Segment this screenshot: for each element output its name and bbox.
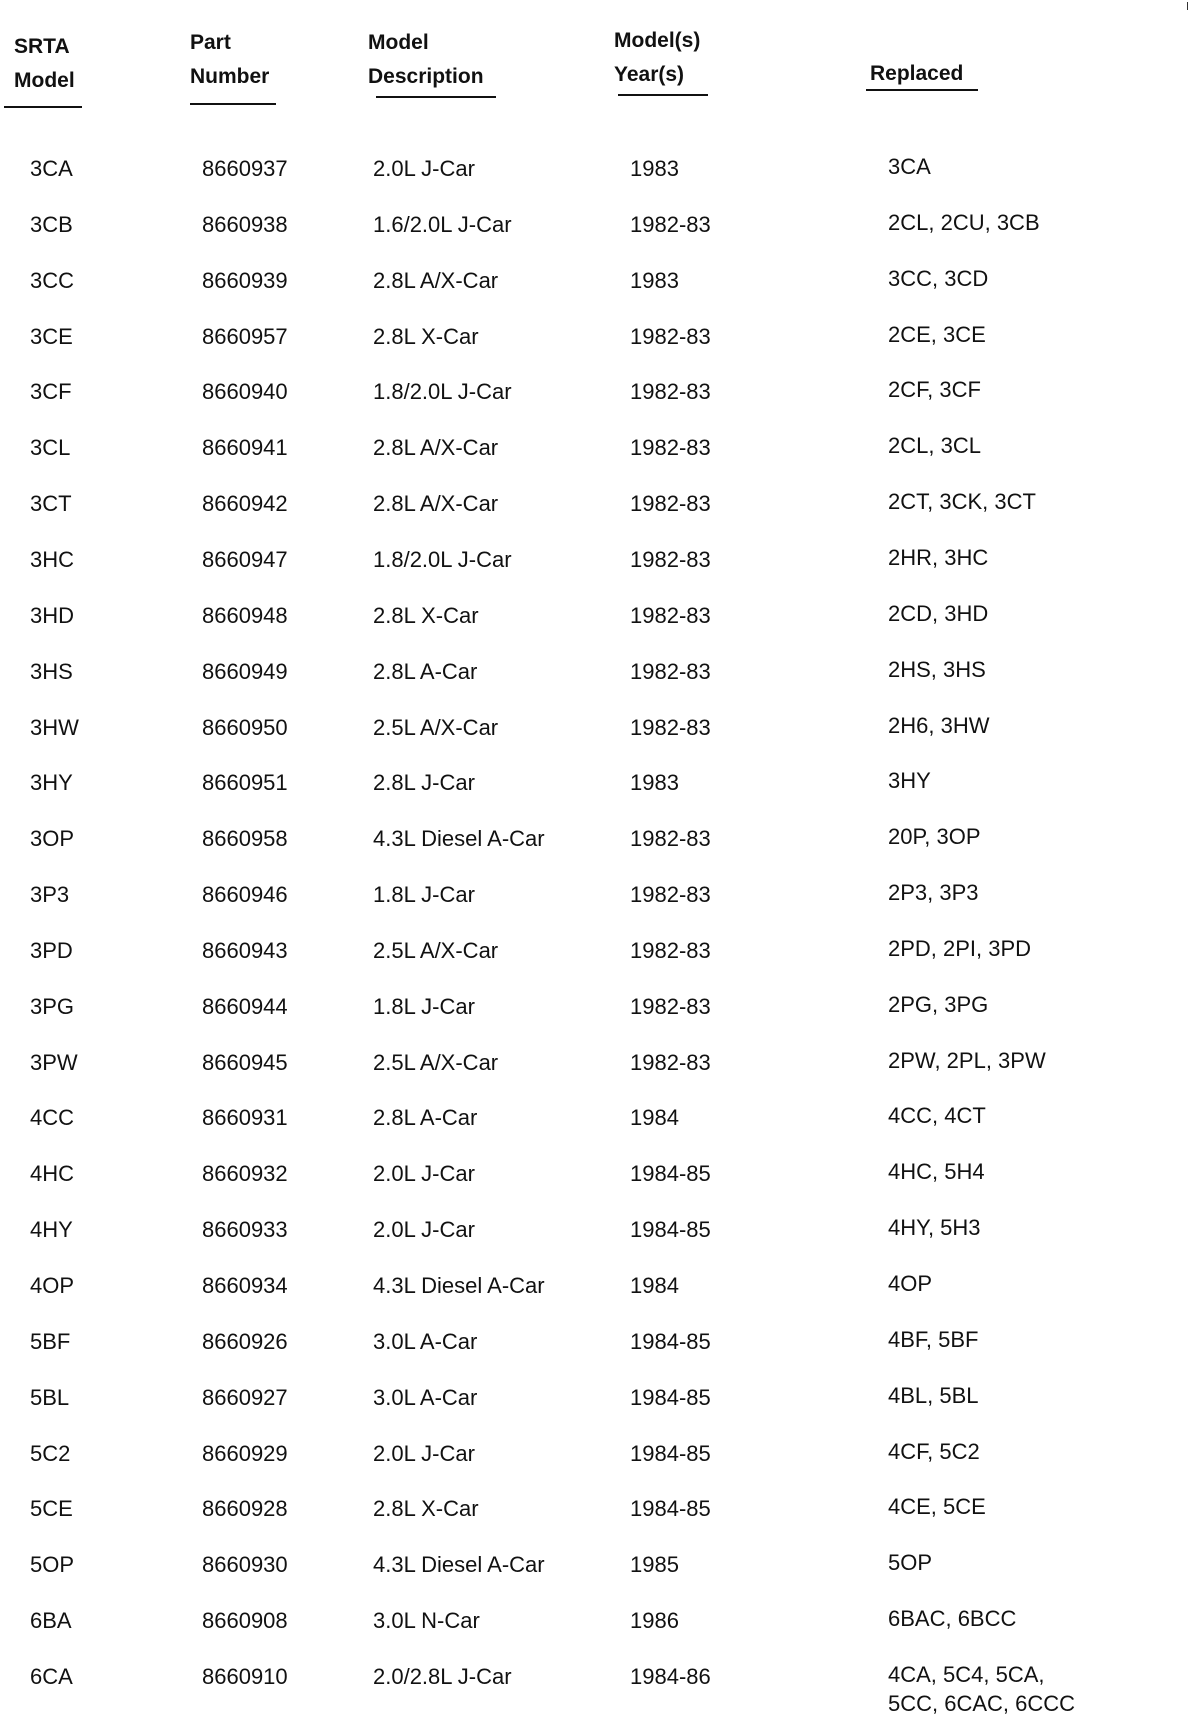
model-description-cell: 2.0L J-Car	[373, 156, 475, 181]
replaced-cell: 2HR, 3HC	[888, 545, 989, 570]
replaced-cell: 4BF, 5BF	[888, 1327, 979, 1352]
model-description-cell: 2.8L A/X-Car	[373, 268, 499, 293]
part-number-cell: 8660938	[202, 212, 288, 237]
model-description-cell: 1.8L J-Car	[373, 994, 475, 1019]
table-row	[0, 1329, 1200, 1359]
table-row	[0, 938, 1200, 968]
replaced-cell: 4OP	[888, 1271, 933, 1296]
model-years-cell: 1985	[630, 1552, 679, 1577]
model-description-cell: 3.0L A-Car	[373, 1329, 478, 1354]
srta-model-cell: 5C2	[30, 1441, 71, 1466]
table-row	[0, 1105, 1200, 1135]
model-years-cell: 1984	[630, 1105, 679, 1130]
model-years-cell: 1983	[630, 770, 679, 795]
part-number-cell: 8660944	[202, 994, 288, 1019]
model-years-cell: 1984	[630, 1273, 679, 1298]
replaced-cell: 4CC, 4CT	[888, 1103, 986, 1128]
table-row	[0, 1552, 1200, 1582]
table-row	[0, 156, 1200, 186]
header-part-number	[190, 26, 269, 94]
header-model-years-underline	[618, 94, 708, 96]
model-description-cell: 2.8L X-Car	[373, 324, 479, 349]
model-description-cell: 2.5L A/X-Car	[373, 938, 499, 963]
srta-model-cell: 4HC	[30, 1161, 75, 1186]
model-years-cell: 1982-83	[630, 715, 711, 740]
header-model-description-line1: Model	[368, 31, 429, 54]
part-number-cell: 8660945	[202, 1050, 288, 1075]
header-model-years-line1: Model(s)	[614, 29, 701, 52]
model-description-cell: 1.6/2.0L J-Car	[373, 212, 512, 237]
page-edge-mark	[1187, 2, 1188, 10]
header-srta-model	[14, 30, 75, 98]
replaced-cell: 4CA, 5C4, 5CA,	[888, 1662, 1045, 1687]
srta-model-cell: 3HW	[30, 715, 79, 740]
srta-model-cell: 4OP	[30, 1273, 75, 1298]
srta-model-cell: 3HS	[30, 659, 73, 684]
model-years-cell: 1982-83	[630, 603, 711, 628]
replaced-cell: 2PD, 2PI, 3PD	[888, 936, 1032, 961]
replaced-cell: 2PG, 3PG	[888, 992, 989, 1017]
srta-model-cell: 3OP	[30, 826, 75, 851]
table-row	[0, 659, 1200, 689]
srta-model-cell: 3PW	[30, 1050, 78, 1075]
srta-model-cell: 3CB	[30, 212, 73, 237]
table-row	[0, 826, 1200, 856]
model-years-cell: 1984-85	[630, 1496, 711, 1521]
model-years-cell: 1983	[630, 268, 679, 293]
table-row	[0, 1050, 1200, 1080]
header-part-number-line2: Number	[190, 65, 270, 88]
replaced-cell: 2HS, 3HS	[888, 657, 986, 682]
part-number-cell: 8660948	[202, 603, 288, 628]
table-row	[0, 1496, 1200, 1526]
replaced-cell: 4CF, 5C2	[888, 1439, 980, 1464]
model-description-cell: 3.0L N-Car	[373, 1608, 480, 1633]
part-number-cell: 8660931	[202, 1105, 288, 1130]
part-number-cell: 8660927	[202, 1385, 288, 1410]
table-row	[0, 324, 1200, 354]
header-model-description-line2: Description	[368, 65, 484, 88]
model-years-cell: 1984-86	[630, 1664, 711, 1689]
part-number-cell: 8660939	[202, 268, 288, 293]
model-years-cell: 1982-83	[630, 994, 711, 1019]
header-replaced-line1: Replaced	[870, 62, 964, 85]
srta-model-cell: 5BL	[30, 1385, 70, 1410]
table-row	[0, 1217, 1200, 1247]
part-number-cell: 8660940	[202, 379, 288, 404]
replaced-cell: 2CL, 3CL	[888, 433, 981, 458]
replaced-cell: 6BAC, 6BCC	[888, 1606, 1017, 1631]
model-years-cell: 1982-83	[630, 435, 711, 460]
header-part-number-line1: Part	[190, 31, 231, 54]
model-years-cell: 1984-85	[630, 1385, 711, 1410]
model-description-cell: 2.8L X-Car	[373, 603, 479, 628]
srta-model-cell: 3CT	[30, 491, 72, 516]
srta-model-cell: 3CL	[30, 435, 71, 460]
replaced-cell: 4HC, 5H4	[888, 1159, 985, 1184]
model-years-cell: 1984-85	[630, 1217, 711, 1242]
model-years-cell: 1982-83	[630, 379, 711, 404]
model-description-cell: 2.0/2.8L J-Car	[373, 1664, 512, 1689]
table-row	[0, 1662, 1200, 1716]
model-years-cell: 1984-85	[630, 1441, 711, 1466]
model-years-cell: 1984-85	[630, 1329, 711, 1354]
part-number-cell: 8660951	[202, 770, 288, 795]
srta-model-cell: 6CA	[30, 1664, 73, 1689]
table-row	[0, 1385, 1200, 1415]
model-years-cell: 1986	[630, 1608, 679, 1633]
replaced-cell: 3HY	[888, 768, 931, 793]
table-row	[0, 491, 1200, 521]
replaced-cell: 2P3, 3P3	[888, 880, 979, 905]
model-years-cell: 1983	[630, 156, 679, 181]
replaced-cell: 4BL, 5BL	[888, 1383, 979, 1408]
part-number-cell: 8660934	[202, 1273, 288, 1298]
table-row	[0, 715, 1200, 745]
replaced-cell: 20P, 3OP	[888, 824, 981, 849]
replaced-cell: 5CC, 6CAC, 6CCC	[888, 1691, 1076, 1716]
part-number-cell: 8660943	[202, 938, 288, 963]
model-description-cell: 1.8L J-Car	[373, 882, 475, 907]
header-model-description-underline	[376, 96, 496, 98]
table-row	[0, 882, 1200, 912]
part-number-cell: 8660949	[202, 659, 288, 684]
part-number-cell: 8660937	[202, 156, 288, 181]
header-model-description	[368, 26, 484, 94]
replaced-cell: 2CL, 2CU, 3CB	[888, 210, 1040, 235]
header-part-number-underline	[190, 103, 276, 105]
model-description-cell: 4.3L Diesel A-Car	[373, 826, 545, 851]
part-number-cell: 8660929	[202, 1441, 288, 1466]
replaced-cell: 3CC, 3CD	[888, 266, 989, 291]
table-row	[0, 1608, 1200, 1638]
table-row	[0, 994, 1200, 1024]
part-number-cell: 8660910	[202, 1664, 288, 1689]
model-years-cell: 1982-83	[630, 938, 711, 963]
model-years-cell: 1982-83	[630, 659, 711, 684]
header-replaced-underline	[866, 89, 978, 91]
srta-model-cell: 4HY	[30, 1217, 73, 1242]
model-years-cell: 1982-83	[630, 491, 711, 516]
table-row	[0, 547, 1200, 577]
replaced-cell: 2CE, 3CE	[888, 322, 986, 347]
table-row	[0, 435, 1200, 465]
model-description-cell: 2.8L J-Car	[373, 770, 475, 795]
model-description-cell: 2.8L A-Car	[373, 1105, 478, 1130]
part-number-cell: 8660928	[202, 1496, 288, 1521]
srta-model-cell: 3HY	[30, 770, 73, 795]
model-description-cell: 2.8L A/X-Car	[373, 491, 499, 516]
model-description-cell: 2.5L A/X-Car	[373, 715, 499, 740]
model-description-cell: 1.8/2.0L J-Car	[373, 379, 512, 404]
model-description-cell: 2.8L A-Car	[373, 659, 478, 684]
replaced-cell: 2CD, 3HD	[888, 601, 989, 626]
header-replaced	[870, 57, 963, 91]
header-srta-model-line1: SRTA	[14, 35, 70, 58]
part-number-cell: 8660957	[202, 324, 288, 349]
part-number-cell: 8660958	[202, 826, 288, 851]
model-description-cell: 4.3L Diesel A-Car	[373, 1552, 545, 1577]
srta-model-cell: 5BF	[30, 1329, 71, 1354]
table-row	[0, 212, 1200, 242]
model-description-cell: 2.8L A/X-Car	[373, 435, 499, 460]
model-years-cell: 1982-83	[630, 324, 711, 349]
table-row	[0, 1273, 1200, 1303]
model-description-cell: 1.8/2.0L J-Car	[373, 547, 512, 572]
model-description-cell: 2.0L J-Car	[373, 1441, 475, 1466]
header-srta-model-line2: Model	[14, 69, 75, 92]
header-model-years	[614, 24, 700, 92]
part-number-cell: 8660946	[202, 882, 288, 907]
model-years-cell: 1984-85	[630, 1161, 711, 1186]
replaced-cell: 4HY, 5H3	[888, 1215, 981, 1240]
model-description-cell: 4.3L Diesel A-Car	[373, 1273, 545, 1298]
part-number-cell: 8660942	[202, 491, 288, 516]
part-number-cell: 8660908	[202, 1608, 288, 1633]
replaced-cell: 2H6, 3HW	[888, 713, 990, 738]
model-years-cell: 1982-83	[630, 882, 711, 907]
srta-model-cell: 3CA	[30, 156, 73, 181]
part-number-cell: 8660926	[202, 1329, 288, 1354]
model-description-cell: 2.5L A/X-Car	[373, 1050, 499, 1075]
srta-model-cell: 3HC	[30, 547, 75, 572]
srta-model-cell: 4CC	[30, 1105, 75, 1130]
srta-model-cell: 3P3	[30, 882, 70, 907]
model-description-cell: 2.0L J-Car	[373, 1217, 475, 1242]
srta-model-cell: 3CF	[30, 379, 72, 404]
model-years-cell: 1982-83	[630, 547, 711, 572]
replaced-cell: 3CA	[888, 154, 931, 179]
replaced-cell: 2CF, 3CF	[888, 377, 981, 402]
part-number-cell: 8660947	[202, 547, 288, 572]
table-row	[0, 268, 1200, 298]
table-row	[0, 379, 1200, 409]
model-years-cell: 1982-83	[630, 212, 711, 237]
table-row	[0, 1161, 1200, 1191]
table-row	[0, 603, 1200, 633]
replaced-cell: 2CT, 3CK, 3CT	[888, 489, 1036, 514]
header-srta-model-underline	[4, 106, 82, 108]
srta-model-cell: 3PD	[30, 938, 73, 963]
model-description-cell: 3.0L A-Car	[373, 1385, 478, 1410]
srta-model-cell: 3PG	[30, 994, 75, 1019]
replaced-cell: 2PW, 2PL, 3PW	[888, 1048, 1046, 1073]
replaced-cell: 4CE, 5CE	[888, 1494, 986, 1519]
srta-model-cell: 6BA	[30, 1608, 72, 1633]
srta-model-cell: 5CE	[30, 1496, 73, 1521]
replaced-cell: 5OP	[888, 1550, 933, 1575]
header-model-years-line2: Year(s)	[614, 63, 685, 86]
model-years-cell: 1982-83	[630, 826, 711, 851]
srta-model-cell: 3CC	[30, 268, 75, 293]
table-row	[0, 1441, 1200, 1471]
part-number-cell: 8660932	[202, 1161, 288, 1186]
model-years-cell: 1982-83	[630, 1050, 711, 1075]
srta-model-cell: 3HD	[30, 603, 75, 628]
model-description-cell: 2.0L J-Car	[373, 1161, 475, 1186]
part-number-cell: 8660930	[202, 1552, 288, 1577]
part-number-cell: 8660941	[202, 435, 288, 460]
srta-model-cell: 5OP	[30, 1552, 75, 1577]
srta-model-cell: 3CE	[30, 324, 73, 349]
model-description-cell: 2.8L X-Car	[373, 1496, 479, 1521]
table-row	[0, 770, 1200, 800]
part-number-cell: 8660950	[202, 715, 288, 740]
part-number-cell: 8660933	[202, 1217, 288, 1242]
